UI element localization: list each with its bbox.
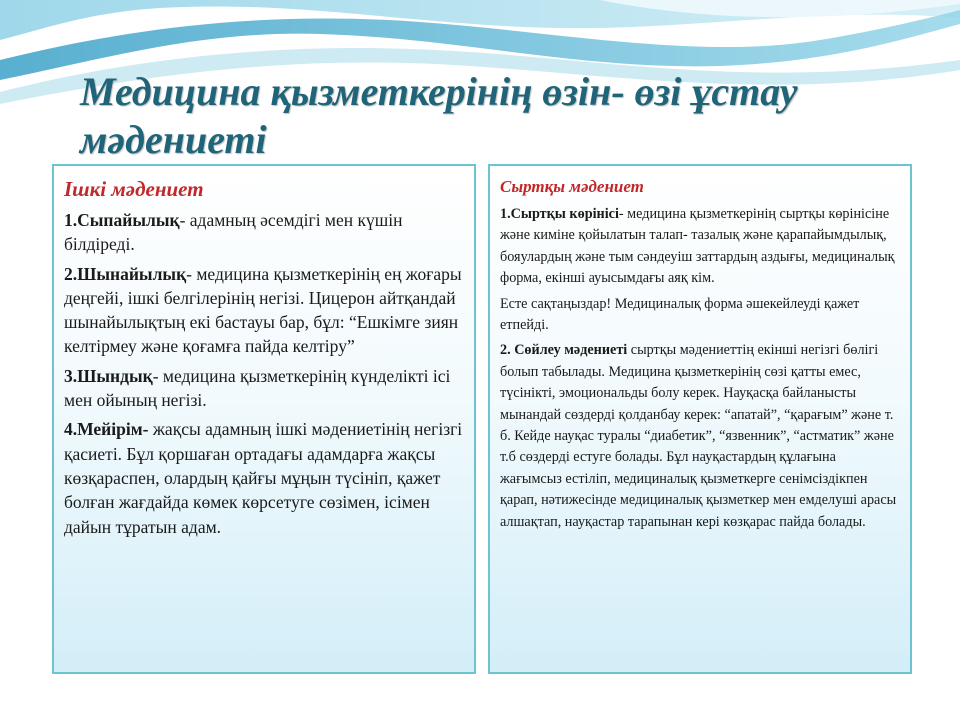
inner-culture-panel	[52, 164, 476, 674]
item-term: 1.Сыпайылық	[64, 210, 180, 230]
item-text: сыртқы мәдениеттің екінші негізгі бөлігі болып табылады. Медицина қызметкерінің сөзі қатты емес, түсінікті, эмоциональды болу керек. Науқасқа байланысты мынандай сөздерді қолданбау керек: “апатай”, “қарағым” және т. б. Кейде науқас туралы “диабетик”, “язвенник”, “астматик” және т.б сөздерді естуге болады. Бұл науқастардың құлағына жағымсыз естіліп, медициналық қызметкерге сенімсіздікпен қарап, нәтижесінде медициналық қызметкер мен емделуші арасы алшақтап, науқастар тарапынан кері көзқарас пайда болады.	[500, 342, 897, 530]
item-text: - медицина қызметкерінің сыртқы көрінісіне және киміне қойылатын талап- тазалық және қарапайымдылық, бояулардың және тым сәндеуіш заттардың аздығы, медициналық форма, екінші ауысымдағы аяқ кім.	[500, 206, 895, 287]
list-item	[500, 204, 898, 290]
item-term: 2. Сөйлеу мәдениеті	[500, 342, 628, 359]
item-text: жақсы адамның ішкі мәдениетінің негізгі қасиеті. Бұл қоршаған ортадағы адамдарға жақсы көзқараспен, олардың қайғы мұңын түсініп, қажет болған жағдайда көмек көрсетуге сөзімен, ісімен дайын тұратын адам.	[64, 419, 463, 537]
item-term: 3.Шындық	[64, 365, 153, 386]
item-text: - адамның әсемдігі мен күшін білдіреді.	[64, 210, 403, 255]
item-text: - медицина қызметкерінің ең жоғары деңгейі, ішкі белгілерінің негізі. Цицерон айтқандай шынайылықтың екі бастауы бар, бұл: “Ешкімге зиян келтірмеу және қоғамға пайда келтіру”	[64, 263, 462, 357]
slide-title: Медицина қызметкерінің өзін- өзі ұстау мәдениеті	[80, 69, 798, 162]
inner-culture-heading: Ішкі мәдениет	[64, 177, 204, 201]
list-item	[64, 417, 464, 538]
outer-culture-heading: Сыртқы мәдениет	[500, 177, 644, 196]
item-term: 4.Мейірім-	[64, 419, 149, 440]
item-text: - медицина қызметкерінің күнделікті ісі мен ойының негізі.	[64, 365, 451, 411]
item-term: 2.Шынайылық	[64, 263, 187, 284]
list-item	[64, 262, 464, 359]
note-text: Есте сақтаңыздар! Медициналық форма әшекейлеуді қажет етпейді.	[500, 295, 860, 334]
item-term: 1.Сыртқы көрінісі	[500, 206, 619, 222]
outer-culture-panel	[488, 164, 912, 674]
list-item	[64, 364, 464, 413]
list-item	[500, 340, 898, 533]
list-item	[64, 208, 464, 257]
